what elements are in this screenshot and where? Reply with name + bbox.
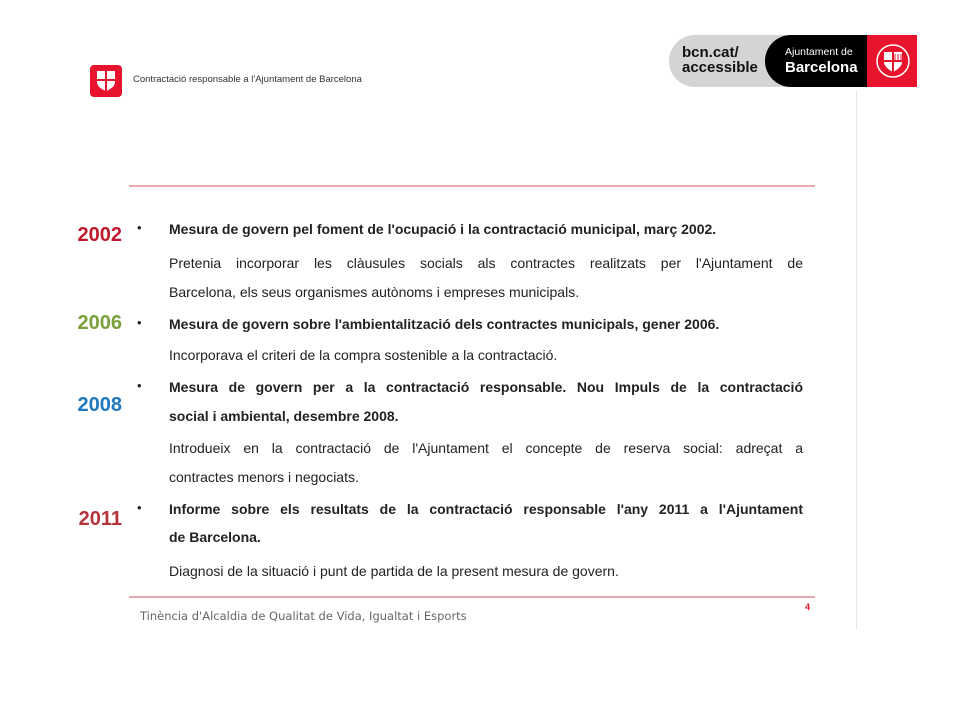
bullet: • [137, 315, 142, 330]
year-label-2006: 2006 [77, 312, 122, 334]
badge-org-line2: Barcelona [785, 59, 858, 76]
entry-2008-body-line2: contractes menors i negociats. [169, 469, 359, 485]
year-label-2011: 2011 [78, 508, 122, 530]
badge-site-label: bcn.cat/ [682, 44, 739, 61]
top-rule [129, 185, 815, 187]
entry-2002-body-line2: Barcelona, els seus organismes autònoms i empreses municipals. [169, 284, 580, 300]
entry-2006-title: Mesura de govern sobre l'ambientalització dels contractes municipals, gener 2006. [169, 316, 720, 332]
entry-2006-body-line1: Incorporava el criteri de la compra sostenible a la contractació. [169, 347, 558, 363]
entry-2002-title: Mesura de govern pel foment de l'ocupació i la contractació municipal, març 2002. [169, 221, 717, 237]
badge-org-line1: Ajuntament de [785, 46, 853, 58]
entry-2011-body-line1: Diagnosi de la situació i punt de partida de la present mesura de govern. [169, 563, 619, 579]
bullet: • [137, 378, 142, 393]
entry-2002-body-line1: Pretenia incorporar les clàusules socials als contractes realitzats per l'Ajuntament de [169, 255, 803, 271]
entry-2011-title-line1: Informe sobre els resultats de la contractació responsable l'any 2011 a l'Ajuntament [169, 501, 803, 517]
entry-2008-title-line2: social i ambiental, desembre 2008. [169, 408, 399, 424]
barcelona-shield-icon [875, 43, 911, 79]
year-label-2008: 2008 [77, 394, 122, 416]
page-edge-divider [856, 90, 857, 630]
entry-2011-title-line2: de Barcelona. [169, 529, 261, 545]
badge-accessible-label: accessible [682, 59, 758, 76]
footer-department: Tinència d'Alcaldia de Qualitat de Vida, Igualtat i Esports [140, 609, 467, 623]
bullet: • [137, 500, 142, 515]
year-label-2002: 2002 [77, 224, 122, 246]
bcn-accessible-badge[interactable] [669, 35, 917, 87]
bullet: • [137, 220, 142, 235]
barcelona-seal-logo [90, 65, 122, 97]
page-number: 4 [805, 602, 811, 612]
bottom-rule [129, 596, 815, 598]
entry-2008-title-line1: Mesura de govern per a la contractació responsable. Nou Impuls de la contractació [169, 379, 803, 395]
entry-2008-body-line1: Introdueix en la contractació de l'Ajuntament el concepte de reserva social: adreçat a [169, 440, 803, 456]
document-title: Contractació responsable a l'Ajuntament de Barcelona [133, 74, 362, 85]
